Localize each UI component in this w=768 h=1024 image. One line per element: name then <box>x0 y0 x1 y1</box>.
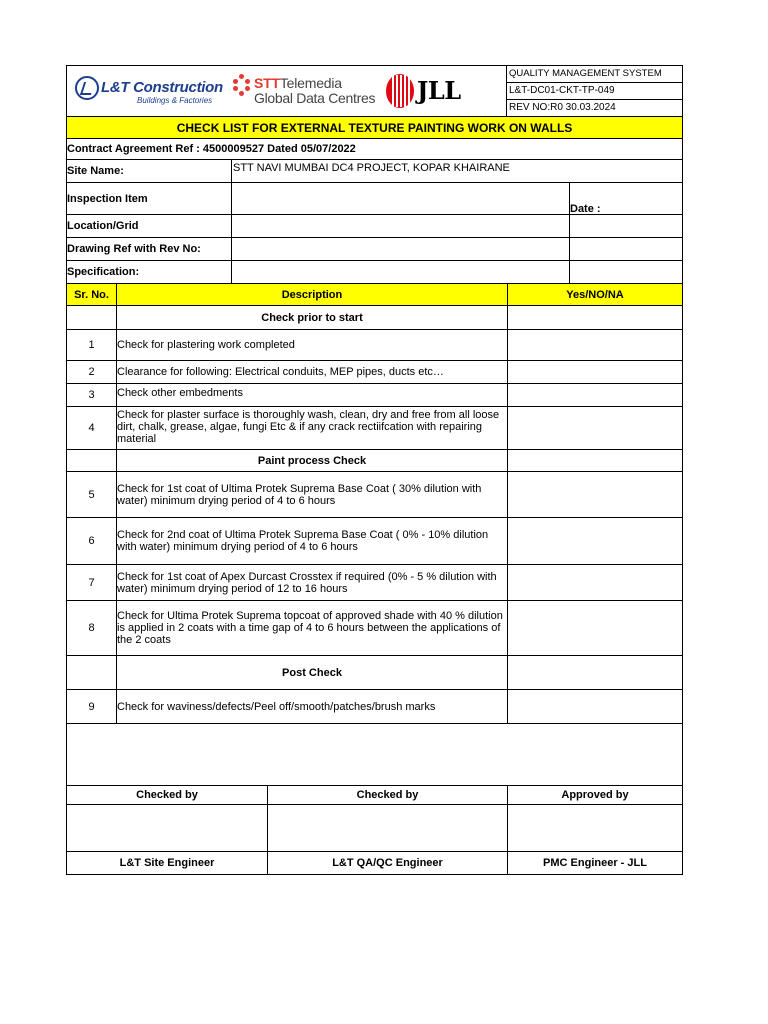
col-header-yes-no-na: Yes/NO/NA <box>507 283 683 306</box>
row-8-yes-no-na[interactable] <box>507 600 683 656</box>
section-prior-to-start: Check prior to start <box>116 305 508 330</box>
specification-extra <box>569 260 683 284</box>
lt-logo-icon <box>75 76 99 100</box>
jll-logo-text: JLL <box>417 76 461 105</box>
role-pmc-engineer: PMC Engineer - JLL <box>507 851 683 875</box>
drawing-ref-label: Drawing Ref with Rev No: <box>66 237 232 261</box>
section-paint-process: Paint process Check <box>116 449 508 472</box>
role-site-engineer: L&T Site Engineer <box>66 851 268 875</box>
location-field[interactable] <box>231 214 570 238</box>
row-9-yes-no-na[interactable] <box>507 689 683 724</box>
inspection-item-field[interactable] <box>231 182 570 215</box>
row-3-sr: 3 <box>66 383 117 407</box>
row-9-sr: 9 <box>66 689 117 724</box>
date-field[interactable] <box>569 214 683 238</box>
row-5-sr: 5 <box>66 471 117 518</box>
row-5-description: Check for 1st coat of Ultima Protek Suprema Base Coat ( 30% dilution with water) minimum drying period of 4 to 6 hours <box>116 471 508 518</box>
site-name-label: Site Name: <box>66 159 232 183</box>
section-yes-blank <box>507 655 683 690</box>
lt-logo-text: L&T Construction <box>101 79 223 96</box>
row-7-yes-no-na[interactable] <box>507 564 683 601</box>
role-qaqc-engineer: L&T QA/QC Engineer <box>267 851 508 875</box>
jll-logo-icon <box>385 72 415 110</box>
row-8-description: Check for Ultima Protek Suprema topcoat of approved shade with 40 % dilution is applied in 2 coats with a time gap of 4 to 6 hours between the applications of the 2 coats <box>116 600 508 656</box>
row-2-description: Clearance for following: Electrical conduits, MEP pipes, ducts etc… <box>116 360 508 384</box>
signature-box-site-engineer[interactable] <box>66 804 268 852</box>
remarks-area[interactable] <box>66 723 683 786</box>
checked-by-2-label: Checked by <box>267 785 508 805</box>
qms-label: QUALITY MANAGEMENT SYSTEM <box>506 65 683 83</box>
location-label: Location/Grid <box>66 214 232 238</box>
row-1-description: Check for plastering work completed <box>116 329 508 361</box>
site-name-value: STT NAVI MUMBAI DC4 PROJECT, KOPAR KHAIRANE <box>231 159 683 183</box>
row-1-sr: 1 <box>66 329 117 361</box>
row-6-description: Check for 2nd coat of Ultima Protek Suprema Base Coat ( 0% - 10% dilution with water) minimum drying period of 4 to 6 hours <box>116 517 508 565</box>
row-7-sr: 7 <box>66 564 117 601</box>
row-2-sr: 2 <box>66 360 117 384</box>
stt-logo-icon <box>233 74 251 96</box>
row-4-yes-no-na[interactable] <box>507 406 683 450</box>
signature-box-qaqc-engineer[interactable] <box>267 804 508 852</box>
row-3-description: Check other embedments <box>116 383 508 407</box>
page-title: CHECK LIST FOR EXTERNAL TEXTURE PAINTING WORK ON WALLS <box>66 116 683 139</box>
col-header-sr: Sr. No. <box>66 283 117 306</box>
drawing-ref-field[interactable] <box>231 237 570 261</box>
row-1-yes-no-na[interactable] <box>507 329 683 361</box>
specification-field[interactable] <box>231 260 570 284</box>
inspection-item-label: Inspection Item <box>66 182 232 215</box>
checked-by-1-label: Checked by <box>66 785 268 805</box>
row-6-yes-no-na[interactable] <box>507 517 683 565</box>
contract-ref: Contract Agreement Ref : 4500009527 Dated 05/07/2022 <box>66 138 683 160</box>
section-sr-blank <box>66 305 117 330</box>
col-header-description: Description <box>116 283 508 306</box>
lt-logo-subtext: Buildings & Factories <box>137 96 213 105</box>
stt-logo-line2: Global Data Centres <box>254 90 376 106</box>
row-5-yes-no-na[interactable] <box>507 471 683 518</box>
row-4-sr: 4 <box>66 406 117 450</box>
row-9-description: Check for waviness/defects/Peel off/smooth/patches/brush marks <box>116 689 508 724</box>
section-yes-blank <box>507 449 683 472</box>
row-7-description: Check for 1st coat of Apex Durcast Crosstex if required (0% - 5 % dilution with water) minimum drying period of 12 to 16 hours <box>116 564 508 601</box>
specification-label: Specification: <box>66 260 232 284</box>
row-8-sr: 8 <box>66 600 117 656</box>
logo-header <box>66 65 507 117</box>
row-2-yes-no-na[interactable] <box>507 360 683 384</box>
drawing-ref-extra <box>569 237 683 261</box>
date-label: Date : <box>569 182 683 215</box>
approved-by-label: Approved by <box>507 785 683 805</box>
section-sr-blank <box>66 449 117 472</box>
doc-number: L&T-DC01-CKT-TP-049 <box>506 82 683 100</box>
stt-logo-line1: STTTelemedia <box>254 75 342 91</box>
row-3-yes-no-na[interactable] <box>507 383 683 407</box>
row-6-sr: 6 <box>66 517 117 565</box>
row-4-description: Check for plaster surface is thoroughly wash, clean, dry and free from all loose dirt, chalk, grease, algae, fungi Etc & if any crack rectiifcation with repairing material <box>116 406 508 450</box>
section-sr-blank <box>66 655 117 690</box>
checklist-sheet <box>66 65 683 875</box>
section-post-check: Post Check <box>116 655 508 690</box>
signature-box-pmc-engineer[interactable] <box>507 804 683 852</box>
section-yes-blank <box>507 305 683 330</box>
revision-info: REV NO:R0 30.03.2024 <box>506 99 683 117</box>
